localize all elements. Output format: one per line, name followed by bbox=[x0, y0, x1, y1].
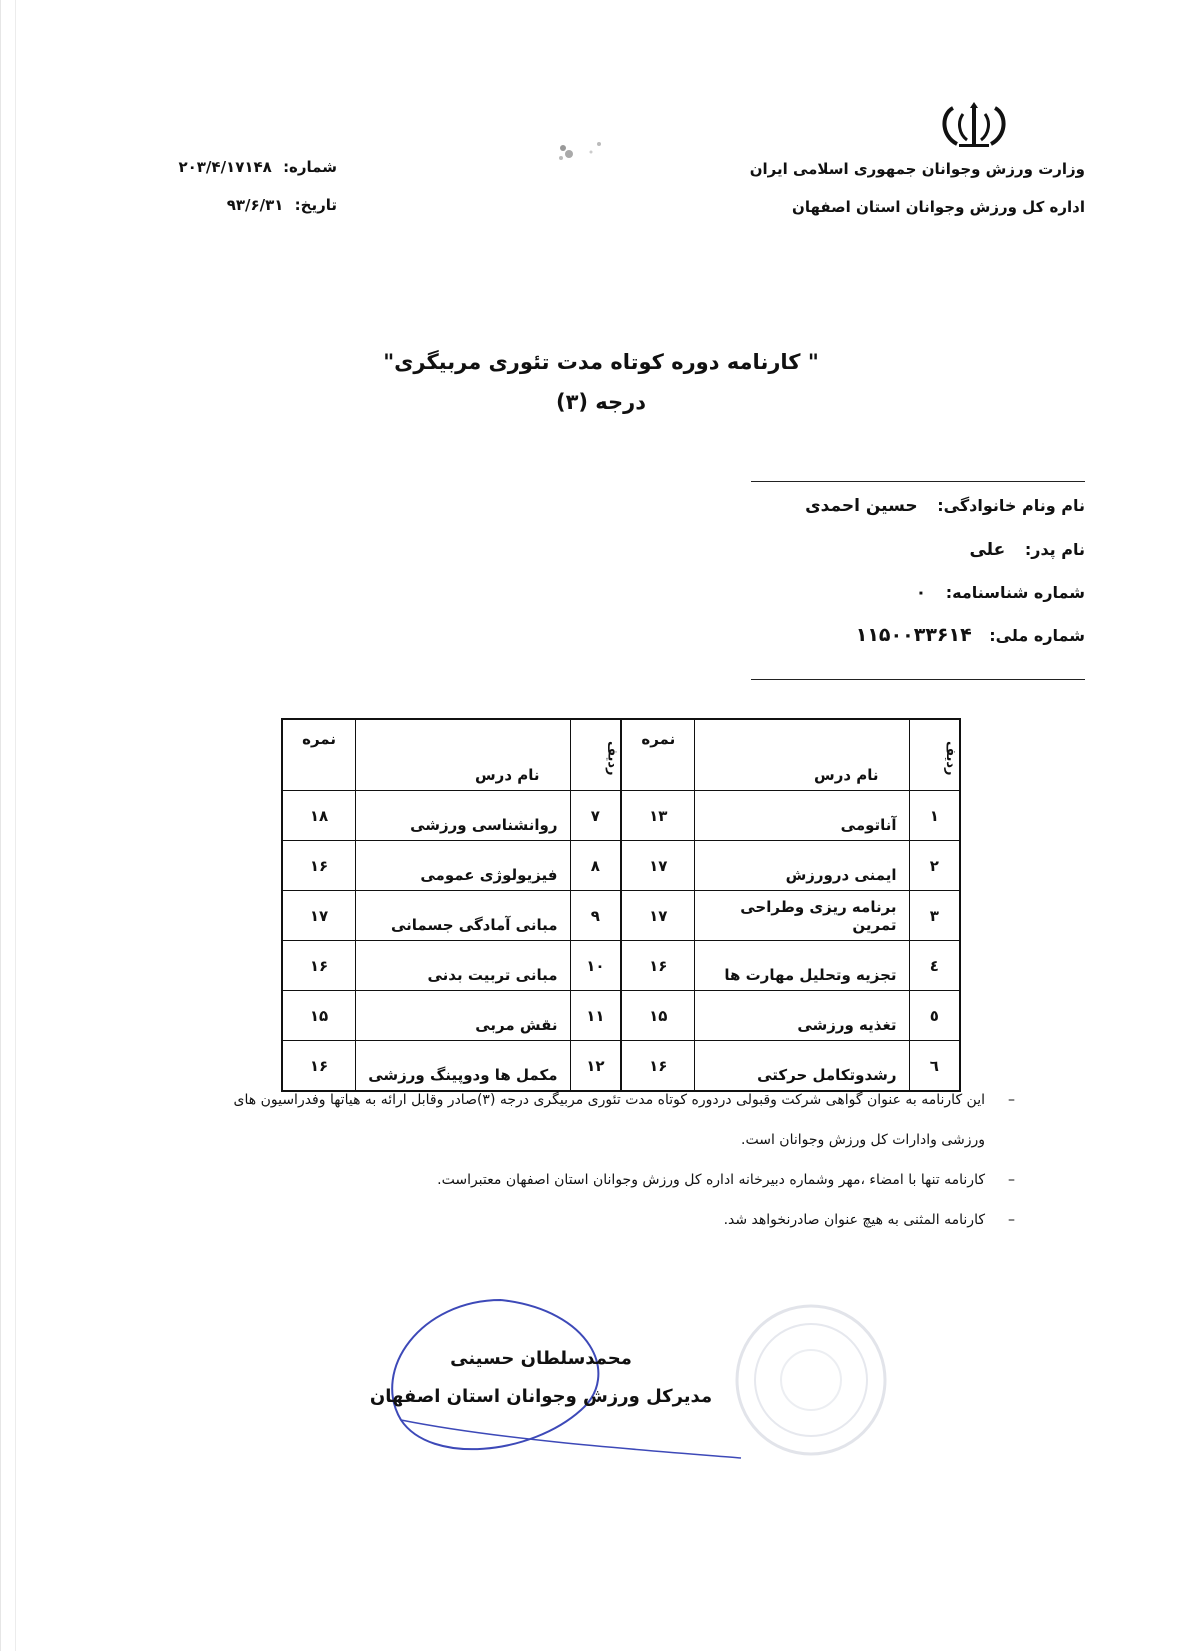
signer-title: مدیرکل ورزش وجوانان استان اصفهان bbox=[369, 1386, 713, 1407]
ministry-name: وزارت ورزش وجوانان جمهوری اسلامی ایران bbox=[749, 160, 1085, 178]
course-name-cell: تجزیه وتحلیل مهارت ها bbox=[695, 941, 909, 991]
birth-cert-label: شماره شناسنامه: bbox=[945, 583, 1085, 602]
notes-list bbox=[195, 1080, 1015, 1240]
full-name-label: نام ونام خانوادگی: bbox=[937, 496, 1085, 515]
divider-bottom bbox=[751, 679, 1085, 680]
header-course-name: نام درس bbox=[356, 719, 570, 791]
note-item: – کارنامه تنها با امضاء ،مهر وشماره دبیرخانه اداره کل ورزش وجوانان استان اصفهان معتبراست. bbox=[195, 1160, 1015, 1200]
score-cell: ۱۶ bbox=[282, 941, 356, 991]
letter-date-value: ۹۳/۶/۳۱ bbox=[226, 196, 284, 214]
score-cell: ۱۵ bbox=[621, 991, 695, 1041]
row-number-cell: ۸ bbox=[570, 841, 621, 891]
course-name-cell: مبانی تربیت بدنی bbox=[356, 941, 570, 991]
score-cell: ۱۵ bbox=[282, 991, 356, 1041]
score-cell: ۱۷ bbox=[621, 841, 695, 891]
birth-cert-value: ۰ bbox=[915, 583, 927, 603]
letter-number-value: ۲۰۳/۴/۱۷۱۴۸ bbox=[178, 158, 272, 176]
row-number-cell: ۱ bbox=[909, 791, 960, 841]
grades-table bbox=[281, 718, 961, 1092]
scan-specks bbox=[551, 138, 611, 178]
course-name-cell: ایمنی درورزش bbox=[695, 841, 909, 891]
full-name-field bbox=[615, 496, 1085, 516]
header-row-number: ردیف bbox=[909, 719, 960, 791]
father-name-value: علی bbox=[969, 540, 1006, 560]
father-name-field bbox=[615, 540, 1085, 560]
score-cell: ۱۶ bbox=[621, 941, 695, 991]
national-id-value: ۱۱۵۰۰۳۳۶۱۴ bbox=[855, 624, 972, 646]
course-name-cell: رشدوتکامل حرکتی bbox=[695, 1041, 909, 1092]
table-header-row bbox=[282, 719, 960, 791]
iran-emblem-icon bbox=[939, 100, 1009, 150]
score-cell: ۱۶ bbox=[282, 1041, 356, 1092]
score-cell: ۱۸ bbox=[282, 791, 356, 841]
score-cell: ۱۶ bbox=[282, 841, 356, 891]
row-number-cell: ۷ bbox=[570, 791, 621, 841]
row-number-cell: ۱۲ bbox=[570, 1041, 621, 1092]
course-name-cell: فیزیولوژی عمومی bbox=[356, 841, 570, 891]
header-score: نمره bbox=[621, 719, 695, 791]
row-number-cell: ۹ bbox=[570, 891, 621, 941]
header-row-number: ردیف bbox=[570, 719, 621, 791]
row-number-cell: ۳ bbox=[909, 891, 960, 941]
row-number-cell: ٦ bbox=[909, 1041, 960, 1092]
table-row bbox=[282, 791, 960, 841]
row-number-cell: ۱۱ bbox=[570, 991, 621, 1041]
table-row bbox=[282, 891, 960, 941]
full-name-value: حسین احمدی bbox=[805, 496, 918, 516]
divider-top bbox=[751, 481, 1085, 482]
row-number-cell: ٥ bbox=[909, 991, 960, 1041]
score-cell: ۱۶ bbox=[621, 1041, 695, 1092]
letter-number-label: شماره: bbox=[283, 158, 337, 176]
course-name-cell: نقش مربی bbox=[356, 991, 570, 1041]
signature-scribble bbox=[381, 1280, 781, 1470]
letter-number bbox=[77, 158, 337, 176]
letter-date bbox=[77, 196, 337, 214]
table-row bbox=[282, 991, 960, 1041]
letter-date-label: تاریخ: bbox=[294, 196, 337, 214]
course-name-cell: روانشناسی ورزشی bbox=[356, 791, 570, 841]
row-number-cell: ۲ bbox=[909, 841, 960, 891]
course-name-cell: تغذیه ورزشی bbox=[695, 991, 909, 1041]
document-subtitle: درجه (۳) bbox=[555, 390, 647, 414]
scan-edge bbox=[15, 0, 16, 1651]
row-number-cell: ۱۰ bbox=[570, 941, 621, 991]
course-name-cell: مبانی آمادگی جسمانی bbox=[356, 891, 570, 941]
score-cell: ۱۷ bbox=[621, 891, 695, 941]
table-row bbox=[282, 841, 960, 891]
course-name-cell: مکمل ها ودوپینگ ورزشی bbox=[356, 1041, 570, 1092]
document-title: " کارنامه دوره کوتاه مدت تئوری مربیگری" bbox=[383, 350, 819, 374]
score-cell: ۱۷ bbox=[282, 891, 356, 941]
table-row bbox=[282, 941, 960, 991]
signer-name: محمدسلطان حسینی bbox=[450, 1348, 632, 1369]
note-item: – کارنامه المثنی به هیچ عنوان صادرنخواهد شد. bbox=[195, 1200, 1015, 1240]
department-name: اداره کل ورزش وجوانان استان اصفهان bbox=[792, 198, 1085, 216]
row-number-cell: ٤ bbox=[909, 941, 960, 991]
header-score: نمره bbox=[282, 719, 356, 791]
national-id-label: شماره ملی: bbox=[989, 626, 1085, 645]
header-course-name: نام درس bbox=[695, 719, 909, 791]
course-name-cell: برنامه ریزی وطراحی تمرین bbox=[695, 891, 909, 941]
course-name-cell: آناتومی bbox=[695, 791, 909, 841]
father-name-label: نام پدر: bbox=[1024, 540, 1085, 559]
note-item: – این کارنامه به عنوان گواهی شرکت وقبولی دردوره کوتاه مدت تئوری مربیگری درجه (۳)صادر وقابل ارائه به هیاتها وفدراسیون های ورزشی وادارات کل ورزش وجوانان است. bbox=[195, 1080, 1015, 1160]
national-id-field bbox=[615, 624, 1085, 646]
score-cell: ۱۳ bbox=[621, 791, 695, 841]
birth-cert-field bbox=[615, 583, 1085, 603]
